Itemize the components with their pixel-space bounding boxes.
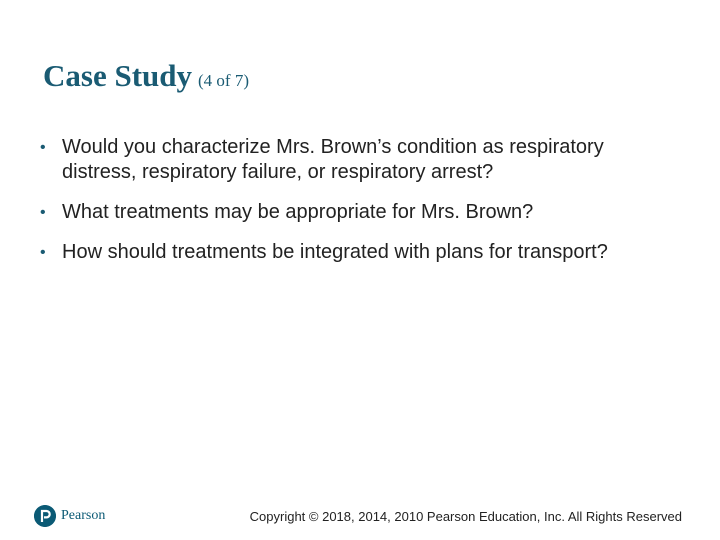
bullet-dot-icon: • [40, 139, 46, 156]
bullet-item [40, 135, 680, 185]
copyright-text: Copyright © 2018, 2014, 2010 Pearson Education, Inc. All Rights Reserved [249, 509, 682, 524]
bullet-text: Would you characterize Mrs. Brown’s condition as respiratory distress, respiratory failure, or respiratory arrest? [62, 136, 604, 183]
bullet-item [40, 200, 680, 225]
pearson-logo [34, 505, 105, 527]
slide-footer [0, 500, 720, 536]
bullet-text: How should treatments be integrated with plans for transport? [62, 241, 608, 263]
title-text: Case Study [43, 58, 193, 93]
bullet-item [40, 240, 680, 265]
slide-title [43, 58, 249, 94]
bullet-dot-icon: • [40, 204, 46, 221]
logo-wordmark: Pearson [61, 508, 106, 523]
bullet-text: What treatments may be appropriate for Mrs. Brown? [62, 201, 534, 223]
bullet-list [40, 135, 680, 280]
bullet-dot-icon: • [40, 244, 46, 261]
pearson-logo-icon [34, 505, 56, 527]
title-suffix: (4 of 7) [198, 71, 249, 90]
